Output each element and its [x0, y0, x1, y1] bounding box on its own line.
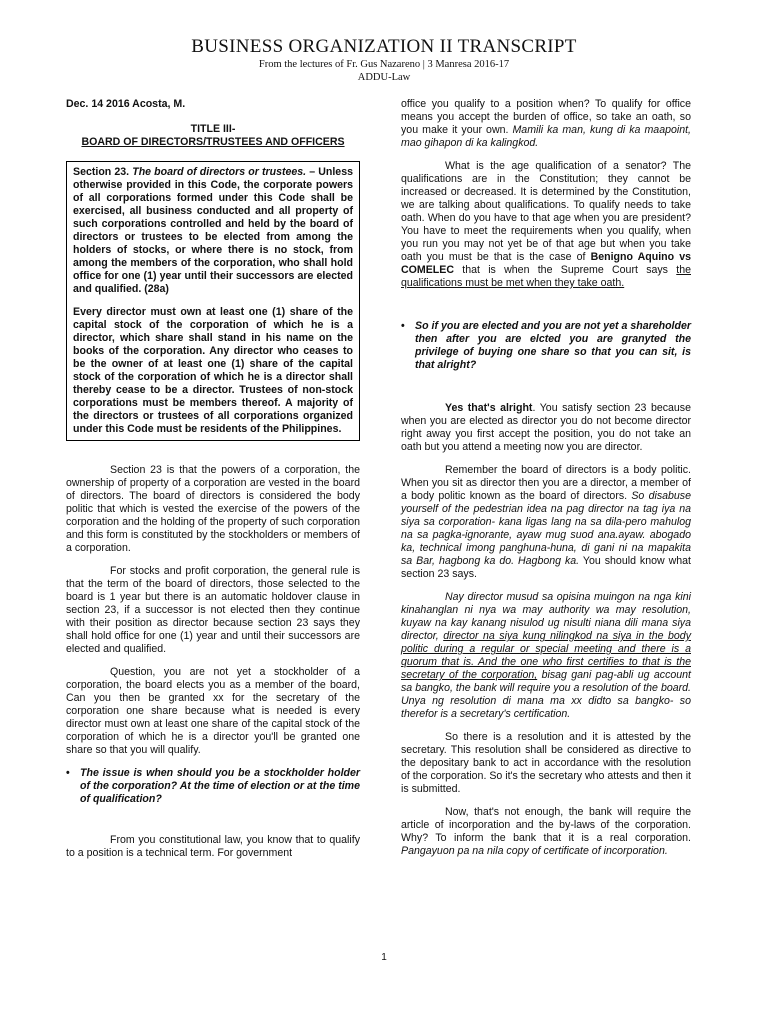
- right-paragraph-1-italic: Mamili ka man, kung di ka maapoint, mao gihapon di ka kalingkod.: [401, 124, 692, 149]
- right-column: [401, 98, 691, 868]
- section-23-lead-italic: The board of directors or trustees.: [132, 166, 307, 178]
- document-school: ADDU-Law: [357, 72, 411, 83]
- right-paragraph-7-italic: Pangayuon pa na nila copy of certificate of incorporation.: [401, 845, 668, 857]
- left-paragraph-4: From you constitutional law, you know that to qualify to a position is a technical term. For government: [66, 834, 360, 859]
- right-paragraph-3-text: . You satisfy section 23 because when you are elected as director you do not become director right away you first accept the position, you do not take an oath but you attend a meeting now you are director.: [401, 402, 691, 453]
- section-23-box: [66, 161, 360, 441]
- right-paragraph-4-italic: So disabuse yourself of the pedestrian idea na pag director na tag iya na siya sa corporation- kana ligas lang na sa dila-pero mahulog na sa pagka-ignorante, ayaw mug suod ana.ayaw. abogado ka, technical imong panghuna-huna, di gani ni na mapakita sa Bar, hagbong ka do. Hagbong ka.: [401, 490, 691, 567]
- right-bullet-question: • So if you are elected and you are not yet a shareholder then after you are elcted you are granyted the privilege of buying one share so that you can sit, is that alright?: [401, 320, 691, 372]
- page-number: 1: [381, 952, 387, 963]
- case-name: Benigno Aquino vs COMELEC: [401, 251, 691, 276]
- document-subtitle: From the lectures of Fr. Gus Nazareno | 3 Manresa 2016-17: [258, 59, 510, 70]
- right-paragraph-5-text-b: bisag gani pag-abli ug account sa bangko, the bank will require you a resolution of the board. Unya ng resolution di mana ma xx didto sa bangko- so therefor is a secretary's certification.: [401, 669, 692, 720]
- left-paragraph-3: Question, you are not yet a stockholder of a corporation, the board elects you as a member of the board, Can you then be granted xx for the secretary of the corporation one share because what is needed is every director must own at least one share of the capital stock of the corporation of which he is a director you'll be granted one share so that you will qualify.: [66, 666, 360, 756]
- right-paragraph-5-text: Nay director musud sa opisina muingon na nga kini kinahanglan ni nya wa may authority wa may resolution, kuyaw na kay kanang nisulod ug nisulti niana dili mana siya director,: [401, 591, 691, 642]
- right-paragraph-7-text: Now, that's not enough, the bank will require the article of incorporation and the by-laws of the corporation. Why? To inform the bank that it is a real corporation.: [401, 806, 691, 844]
- right-paragraph-2-text: What is the age qualification of a senator? The qualifications are in the Constitution; they cannot be increased or decreased. It is determined by the Constitution, we are talking about qualifications. To qualify needs to take oath. When do you have to that age when you are president? You have to meet the requirements when you qualify, when you run you may not yet be of that age but when you take oath you must be that is the case of: [401, 160, 691, 263]
- document-title: BUSINESS ORGANIZATION II TRANSCRIPT: [191, 36, 577, 57]
- section-23-paragraph-2: Every director must own at least one (1) share of the capital stock of the corporation of which he is a director, which share shall stand in his name on the books of the corporation. Any director who ceases to be the owner of at least one (1) share of the capital stock of the corporation of which he is a director shall thereby cease to be a director. Trustees of non-stock corporations must be members thereof. A majority of the directors or trustees of all corporations organized under this Code must be residents of the Philippines.: [73, 306, 353, 435]
- right-paragraph-3: [401, 402, 691, 454]
- title-subheading: BOARD OF DIRECTORS/TRUSTEES AND OFFICERS: [81, 136, 345, 148]
- right-paragraph-5: [401, 591, 691, 721]
- left-paragraph-1: Section 23 is that the powers of a corporation, the ownership of property of a corporation are vested in the board of directors. The board of directors is considered the body politic that which is vested the exercise of the powers of the corporation and the holding of the property of such corporation and this form is constituted by the stockholders or members of a corporation.: [66, 464, 360, 554]
- section-23-paragraph-1: [73, 166, 353, 296]
- title-heading: TITLE III-: [190, 123, 236, 135]
- right-paragraph-2-text-b: that is when the Supreme Court says: [453, 264, 677, 276]
- section-23-text: – Unless otherwise provided in this Code, the corporate powers of all corporations formed under this Code shall be exercised, all business conducted and all property of such corporations controlled and held by the board of directors or trustees to be elected from among the holders of stocks, or where there is no stock, from among the members of the corporation, who shall hold office for one (1) year until their successors are elected and qualified. (28a): [73, 166, 353, 295]
- right-paragraph-5-underline: director na siya kung nilingkod na siya in the body politic during a regular or special meeting and there is a quorum that is. And the one who first certifies to that is the secretary of the corporation,: [401, 630, 691, 681]
- section-23-lead: Section 23.: [73, 166, 133, 178]
- right-paragraph-1: [401, 98, 691, 150]
- left-column: [66, 98, 360, 870]
- date-author: Dec. 14 2016 Acosta, M.: [66, 98, 186, 110]
- right-paragraph-2-underline: the qualifications must be met when they take oath.: [401, 264, 691, 289]
- right-paragraph-4-text: Remember the board of directors is a body politic. When you sit as director then you are a director, a member of a body politic known as the board of directors.: [401, 464, 691, 502]
- right-paragraph-2: [401, 160, 691, 290]
- right-paragraph-4-text-b: You should know what section 23 says.: [401, 555, 691, 580]
- right-paragraph-6: So there is a resolution and it is attested by the secretary. This resolution shall be considered as directive to the depositary bank to act in accordance with the resolution of the corporation. So it's the secretary who attests and then it is submitted.: [401, 731, 691, 795]
- left-bullet-question: • The issue is when should you be a stockholder holder of the corporation? At the time of election or at the time of qualification?: [66, 767, 360, 806]
- right-paragraph-4: [401, 464, 691, 581]
- answer-bold: Yes that's alright: [445, 402, 533, 414]
- right-paragraph-1-text: office you qualify to a position when? To qualify for office means you accept the burden of office, so take an oath, so you make it your own.: [401, 98, 691, 136]
- right-paragraph-7: [401, 806, 691, 858]
- left-paragraph-2: For stocks and profit corporation, the general rule is that the term of the board of directors, those selected to the board is 1 year but there is an automatic holdover clause in section 23, if a successor is not elected then they continue with their position as director because section 23 says they shall hold office for one (1) year and until their successors are elected and qualified.: [66, 565, 360, 655]
